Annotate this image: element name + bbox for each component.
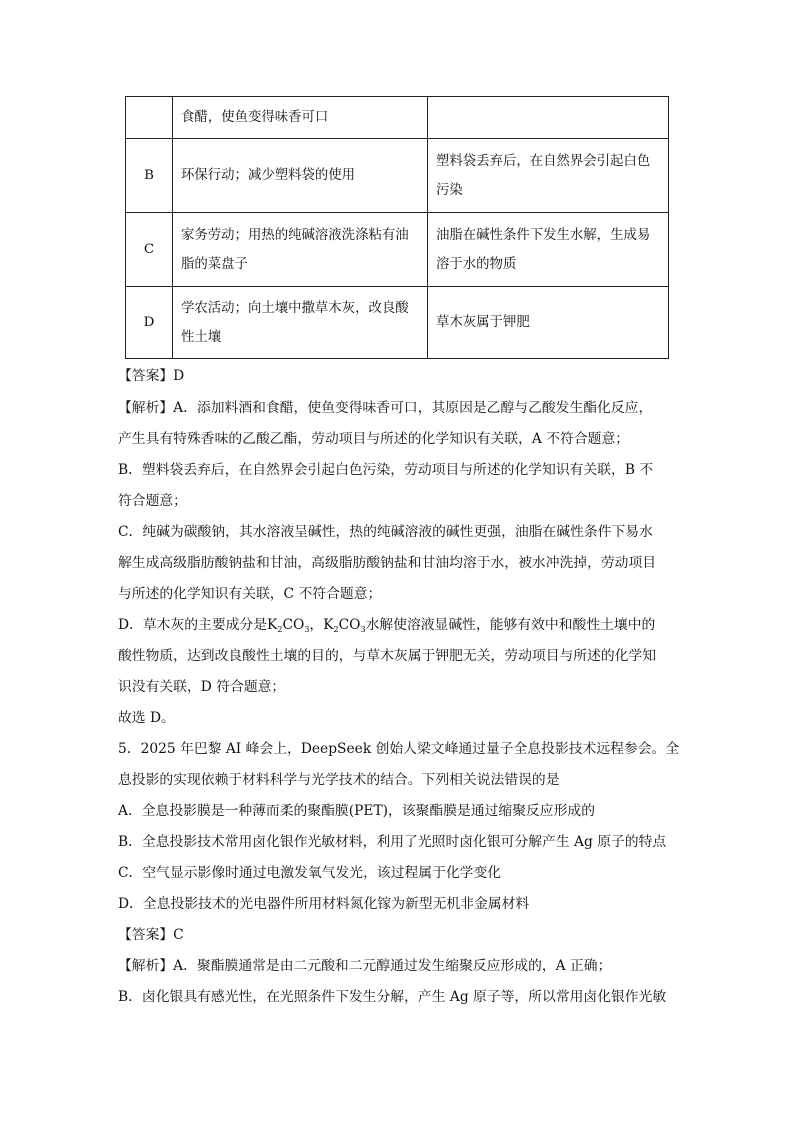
knowledge-cell: 塑料袋丢弃后，在自然界会引起白色污染 [428,139,669,213]
q4-answer: 【答案】D [118,368,185,384]
q5-analysis-line: 【解析】A．聚酯膜通常是由二元酸和二元醇通过发生缩聚反应形成的，A 正确； [118,958,612,974]
table-row [126,139,669,213]
q4-analysis-c-line: C．纯碱为碳酸钠，其水溶液呈碱性，热的纯碱溶液的碱性更强，油脂在碱性条件下易水 [118,524,653,540]
option-cell: C [126,213,173,287]
option-cell: B [126,139,173,213]
q4-analysis-c-line: 与所述的化学知识有关联，C 不符合题意； [118,586,382,602]
option-cell: D [126,287,173,359]
q5-answer: 【答案】C [118,927,184,943]
q5-option-d: D．全息投影技术的光电器件所用材料氮化镓为新型无机非金属材料 [118,896,530,912]
q4-analysis-c-line: 解生成高级脂肪酸钠盐和甘油，高级脂肪酸钠盐和甘油均溶于水，被水冲洗掉，劳动项目 [118,555,657,571]
q4-analysis-b-line: B．塑料袋丢弃后，在自然界会引起白色污染，劳动项目与所述的化学知识有关联，B 不 [118,462,654,478]
q4-analysis-d-line: 识没有关联，D 符合题意； [118,679,286,695]
option-cell [126,97,173,139]
separator: ， [309,617,324,633]
q4-analysis-line: 【解析】A．添加料酒和食醋，使鱼变得味香可口，其原因是乙醇与乙酸发生酯化反应， [118,400,653,416]
activity-cell: 环保行动；减少塑料袋的使用 [173,139,428,213]
options-table [125,96,669,359]
activity-cell: 学农活动；向土壤中撒草木灰，改良酸性土壤 [173,287,428,359]
q5-stem-line: 5．2025 年巴黎 AI 峰会上，DeepSeek 创始人梁文峰通过量子全息投影技术远程参会。全 [118,741,680,757]
knowledge-cell [428,97,669,139]
q5-option-b: B．全息投影技术常用卤化银作光敏材料，利用了光照时卤化银可分解产生 Ag 原子的特点 [118,834,667,850]
table-row [126,97,669,139]
knowledge-cell: 油脂在碱性条件下发生水解，生成易溶于水的物质 [428,213,669,287]
activity-cell: 家务劳动；用热的纯碱溶液洗涤粘有油脂的菜盘子 [173,213,428,287]
d-text: D．草木灰的主要成分是 [118,617,268,633]
formula-k2co3: $K_2CO_3$ [267,617,310,634]
formula-k2co3: $K_2CO_3$ [323,617,366,634]
q5-stem-line: 息投影的实现依赖于材料科学与光学技术的结合。下列相关说法错误的是 [118,772,560,788]
q4-analysis-d-line: 酸性物质，达到改良酸性土壤的目的，与草木灰属于钾肥无关，劳动项目与所述的化学知 [118,648,657,664]
q5-analysis-line: B．卤化银具有感光性，在光照条件下发生分解，产生 Ag 原子等，所以常用卤化银作光敏 [118,989,667,1005]
d-text: 水解使溶液显碱性，能够有效中和酸性土壤中的 [365,617,656,633]
q4-analysis-line: 产生具有特殊香味的乙酸乙酯，劳动项目与所述的化学知识有关联，A 不符合题意； [118,431,630,447]
table-row [126,287,669,359]
activity-cell: 食醋，使鱼变得味香可口 [173,97,428,139]
knowledge-cell: 草木灰属于钾肥 [428,287,669,359]
table-row [126,213,669,287]
q5-option-c: C．空气显示影像时通过电激发氧气发光，该过程属于化学变化 [118,865,502,881]
q4-conclusion: 故选 D。 [118,710,175,726]
q4-analysis-d-line [118,616,655,639]
q5-option-a: A．全息投影膜是一种薄而柔的聚酯膜(PET)，该聚酯膜是通过缩聚反应形成的 [118,803,595,819]
q4-analysis-b-line: 符合题意； [118,493,187,509]
